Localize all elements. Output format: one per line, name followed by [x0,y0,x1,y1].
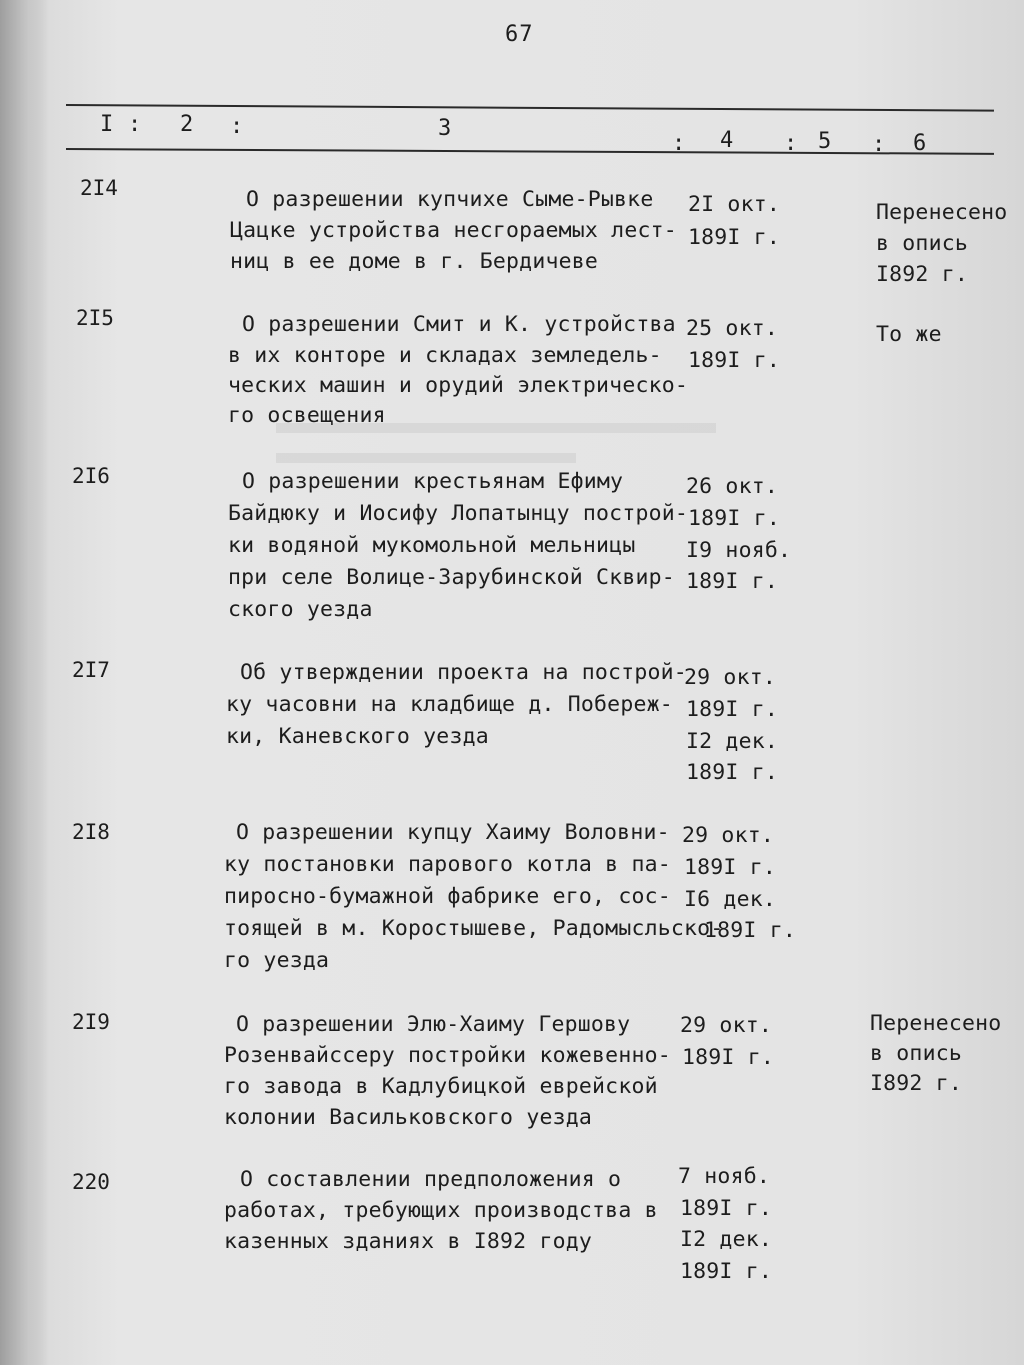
entry-note: I892 г. [870,1071,963,1096]
entry-note: I892 г. [876,262,969,287]
entry-date: 189I г. [686,697,779,722]
entry-date: 29 окт. [682,823,775,848]
column-divider: : [230,114,244,139]
entry-date: I2 дек. [686,729,779,754]
entry-number: 2I9 [72,1010,110,1034]
entry-number: 2I5 [76,306,114,330]
header-top-rule [66,104,994,112]
entry-title-line: О разрешении Смит и К. устройства [242,312,676,337]
entry-date: 189I г. [684,855,777,880]
entry-date: 189I г. [682,1045,775,1070]
entry-date: I6 дек. [684,887,777,912]
column-divider: : [672,131,686,156]
column-header-4: 4 [720,128,734,153]
entry-title-line: тоящей в м. Коростышеве, Радомысльско- [224,916,724,941]
entry-note: Перенесено [870,1011,1002,1036]
entry-date: 189I г. [688,225,781,250]
entry-date: 26 окт. [686,474,779,499]
entry-date: 29 окт. [684,665,777,690]
entry-title-line: О составлении предположения о [240,1167,622,1192]
page-number: 67 [505,22,534,47]
entry-title-line: О разрешении купчихе Сыме-Рывке [246,187,654,212]
binding-shadow [0,0,48,1365]
entry-title-line: работах, требующих производства в [224,1198,658,1223]
column-header-2: 2 [180,112,194,137]
entry-title-line: ского уезда [228,597,373,622]
entry-title-line: ку постановки парового котла в па- [224,852,671,877]
entry-date: 189I г. [688,506,781,531]
entry-title-line: Байдюку и Иосифу Лопатынцу построй- [228,501,689,526]
entry-number: 2I4 [80,176,118,200]
entry-title-line: в их конторе и складах земледель- [228,343,662,368]
entry-title-line: ку часовни на кладбище д. Побереж- [226,692,673,717]
entry-number: 2I8 [72,820,110,844]
entry-title-line: го уезда [224,948,330,973]
entry-note: в опись [876,231,969,256]
entry-date: 25 окт. [686,316,779,341]
header-bottom-rule [66,148,994,155]
entry-date: 189I г. [688,348,781,373]
entry-title-line: О разрешении купцу Хаиму Воловни- [236,820,670,845]
entry-date: 189I г. [686,760,779,785]
entry-date: I2 дек. [680,1227,773,1252]
entry-number: 2I7 [72,658,110,682]
entry-title-line: Розенвайссеру постройки кожевенно- [224,1043,671,1068]
column-header-1: I [100,112,114,137]
entry-title-line: колонии Васильковского уезда [224,1105,593,1130]
entry-date: 189I г. [680,1196,773,1221]
entry-date: 189I г. [704,918,797,943]
entry-title-line: ки водяной мукомольной мельницы [228,533,636,558]
entry-number: 2I6 [72,464,110,488]
entry-note: в опись [870,1041,963,1066]
column-divider: : [872,132,886,157]
entry-title-line: ческих машин и орудий электрическо- [228,373,689,398]
entry-title-line: пиросно-бумажной фабрике его, сос- [224,884,671,909]
column-divider: : [128,112,142,137]
entry-date: 189I г. [686,569,779,594]
column-header-3: 3 [438,116,452,141]
entry-date: 7 нояб. [678,1164,771,1189]
entry-title-line: Цацке устройства несгораемых лест- [230,218,677,243]
entry-date: 29 окт. [680,1013,773,1038]
entry-title-line: ки, Каневского уезда [226,724,489,749]
entry-title-line: казенных зданиях в I892 году [224,1229,593,1254]
entry-title-line: го завода в Кадлубицкой еврейской [224,1074,658,1099]
entry-date: 2I окт. [688,192,781,217]
entry-date: 189I г. [680,1259,773,1284]
entry-date: I9 нояб. [686,538,792,563]
entry-title-line: Об утверждении проекта на построй- [240,660,687,685]
entry-title-line: О разрешении крестьянам Ефиму [242,469,624,494]
entry-title-line: О разрешении Элю-Хаиму Гершову [236,1012,631,1037]
entry-title-line: при селе Волице-Зарубинской Сквир- [228,565,675,590]
column-divider: : [784,131,798,156]
entry-number: 220 [72,1170,110,1194]
entry-note: Перенесено [876,200,1008,225]
column-header-5: 5 [818,129,832,154]
entry-title-line: ниц в ее доме в г. Бердичеве [230,249,599,274]
column-header-6: 6 [913,131,927,156]
entry-note: То же [876,322,942,347]
entry-title-line: го освещения [228,403,386,428]
